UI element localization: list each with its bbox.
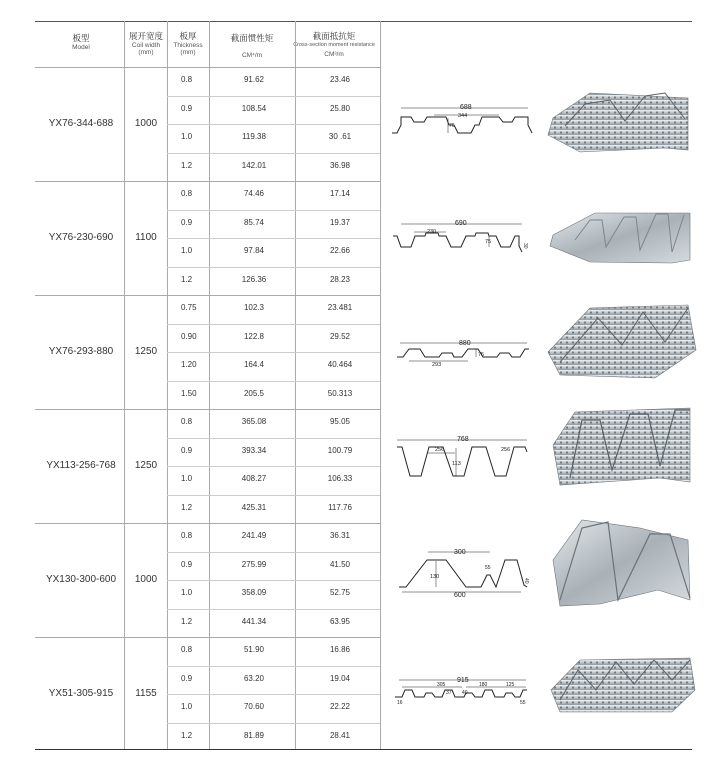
resistance-value: 29.52 xyxy=(329,331,351,341)
dim-125-6: 125 xyxy=(506,682,515,688)
dim-total-4: 768 xyxy=(457,436,469,443)
header-inertia-cn: 截面惯性矩 xyxy=(230,33,274,43)
dim-total-6: 915 xyxy=(457,677,469,684)
resistance-value: 23.46 xyxy=(329,75,351,85)
thickness-value: 0.9 xyxy=(181,103,193,113)
resistance-value: 23.481 xyxy=(327,303,353,313)
header-inertia-unit: CM⁴/m xyxy=(241,51,263,59)
dim-180-6: 180 xyxy=(479,682,488,688)
model-name: YX76-344-688 xyxy=(48,118,114,129)
resistance-value: 25.80 xyxy=(329,103,351,113)
resistance-value: 30 .61 xyxy=(328,132,352,142)
dim-height-4: 113 xyxy=(452,461,461,467)
header-coil-en: Coil width xyxy=(131,41,161,49)
profile-drawing-4 xyxy=(397,436,527,476)
inertia-value: 119.38 xyxy=(242,132,266,142)
header-coil-unit: (mm) xyxy=(138,49,154,57)
resistance-value: 106.33 xyxy=(327,474,353,484)
coil-width-value: 1100 xyxy=(135,232,157,243)
thickness-value: 0.90 xyxy=(181,331,197,341)
resistance-value: 100.79 xyxy=(327,445,353,455)
thickness-value: 0.8 xyxy=(181,531,193,541)
inertia-value: 275.99 xyxy=(241,559,267,569)
resistance-value: 52.75 xyxy=(329,588,351,598)
header-thick-en: Thickness xyxy=(173,41,203,49)
dim-pitch-right-4: 256 xyxy=(501,447,511,453)
thickness-value: 0.8 xyxy=(181,645,193,655)
resistance-value: 19.04 xyxy=(329,673,351,683)
resistance-value: 17.14 xyxy=(329,189,351,199)
inertia-value: 393.34 xyxy=(241,445,267,455)
profile-drawing-1 xyxy=(392,104,532,133)
product-photo-5 xyxy=(553,520,690,606)
header-resist-en: Cross-section moment resistance xyxy=(293,41,375,48)
resistance-value: 117.76 xyxy=(328,502,352,512)
inertia-value: 102.3 xyxy=(243,303,265,313)
dim-total-5: 600 xyxy=(454,592,466,599)
product-photo-6 xyxy=(551,658,695,712)
inertia-value: 126.36 xyxy=(241,274,267,284)
dim-top-5: 300 xyxy=(454,549,466,556)
inertia-value: 441.34 xyxy=(241,616,267,626)
thickness-value: 1.0 xyxy=(181,702,193,712)
dim-left-6: 16 xyxy=(397,700,403,706)
inertia-value: 122.8 xyxy=(243,331,265,341)
dim-rib-5: 55 xyxy=(485,565,491,571)
resistance-value: 19.37 xyxy=(329,217,351,227)
thickness-value: 1.0 xyxy=(181,132,193,142)
thickness-value: 0.9 xyxy=(181,673,193,683)
resistance-value: 41.50 xyxy=(329,559,351,569)
header-model-cn: 板型 xyxy=(72,33,90,43)
thickness-value: 1.50 xyxy=(181,388,197,398)
model-name: YX130-300-600 xyxy=(45,574,117,585)
thickness-value: 0.75 xyxy=(181,303,197,313)
inertia-value: 63.20 xyxy=(243,673,265,683)
header-thick-cn: 板厚 xyxy=(179,31,197,41)
product-photo-3 xyxy=(548,305,696,378)
inertia-value: 70.60 xyxy=(243,702,265,712)
dim-right-6: 55 xyxy=(520,700,526,706)
dim-side-5: 40 xyxy=(523,578,529,584)
profile-drawing-3 xyxy=(397,340,529,368)
header-resist-cn: 截面抵抗矩 xyxy=(312,31,356,41)
thickness-value: 1.0 xyxy=(181,246,193,256)
resistance-value: 28.23 xyxy=(329,274,351,284)
resistance-value: 95.05 xyxy=(329,417,351,427)
resistance-value: 63.95 xyxy=(329,616,351,626)
dim-height-3: 75 xyxy=(478,352,485,358)
coil-width-value: 1000 xyxy=(134,118,158,129)
inertia-value: 81.89 xyxy=(243,730,265,740)
coil-width-value: 1250 xyxy=(134,460,158,471)
product-photo-1 xyxy=(548,93,688,152)
inertia-value: 74.46 xyxy=(243,189,265,199)
thickness-value: 0.9 xyxy=(181,217,193,227)
thickness-value: 1.0 xyxy=(181,588,193,598)
coil-width-value: 1155 xyxy=(135,688,157,699)
model-name: YX76-230-690 xyxy=(48,232,114,243)
resistance-value: 36.98 xyxy=(329,160,351,170)
profile-drawing-5 xyxy=(399,549,529,599)
dim-height-1: 76 xyxy=(449,123,455,129)
profile-drawing-2 xyxy=(393,220,528,252)
dim-height-2: 75 xyxy=(485,239,492,245)
inertia-value: 97.84 xyxy=(243,246,265,256)
product-photo-4 xyxy=(553,408,690,485)
dim-pitch-4: 256 xyxy=(435,447,445,453)
dim-pitch-2: 230 xyxy=(427,229,437,235)
thickness-value: 0.8 xyxy=(181,189,193,199)
thickness-value: 1.2 xyxy=(181,730,193,740)
dim-pitch-1: 344 xyxy=(458,113,468,119)
inertia-value: 142.01 xyxy=(241,160,267,170)
dim-side-2: 30 xyxy=(522,243,528,249)
dim-total-1: 688 xyxy=(460,104,472,111)
thickness-value: 0.8 xyxy=(181,75,193,85)
resistance-value: 22.22 xyxy=(329,702,351,712)
dim-total-2: 690 xyxy=(455,220,467,227)
coil-width-value: 1250 xyxy=(134,346,158,357)
resistance-value: 40.464 xyxy=(327,360,353,370)
thickness-value: 1.2 xyxy=(181,616,193,626)
thickness-value: 0.9 xyxy=(181,445,193,455)
header-coil-cn: 展开宽度 xyxy=(128,31,163,41)
thickness-value: 1.2 xyxy=(181,274,193,284)
thickness-value: 1.20 xyxy=(181,360,197,370)
inertia-value: 85.74 xyxy=(243,217,265,227)
dim-total-3: 880 xyxy=(459,340,471,347)
inertia-value: 164.4 xyxy=(243,360,265,370)
inertia-value: 365.08 xyxy=(241,417,267,427)
thickness-value: 1.2 xyxy=(181,160,193,170)
resistance-value: 22.66 xyxy=(329,246,351,256)
product-photo-2 xyxy=(550,213,690,263)
dim-pitch-3: 293 xyxy=(432,362,442,368)
model-name: YX51-305-915 xyxy=(48,688,114,699)
resistance-value: 28.41 xyxy=(329,730,351,740)
inertia-value: 425.31 xyxy=(241,502,267,512)
inertia-value: 205.5 xyxy=(243,388,265,398)
header-resist-unit: CM³/m xyxy=(324,51,344,59)
thickness-value: 1.2 xyxy=(181,502,193,512)
dim-37-6: 37 xyxy=(446,690,452,696)
resistance-value: 36.31 xyxy=(329,531,351,541)
thickness-value: 0.8 xyxy=(181,417,193,427)
inertia-value: 51.90 xyxy=(243,645,265,655)
coil-width-value: 1000 xyxy=(134,574,158,585)
inertia-value: 241.49 xyxy=(241,531,267,541)
dim-pitch-6: 305 xyxy=(437,682,446,688)
inertia-value: 358.09 xyxy=(241,588,267,598)
resistance-value: 50.313 xyxy=(327,388,353,398)
dim-height-5: 130 xyxy=(430,574,440,580)
thickness-value: 1.0 xyxy=(181,474,193,484)
inertia-value: 108.54 xyxy=(241,103,267,113)
header-model-en: Model xyxy=(72,43,90,51)
header-thick-unit: (mm) xyxy=(180,49,196,57)
model-name: YX76-293-880 xyxy=(48,346,114,357)
thickness-value: 0.9 xyxy=(181,559,193,569)
dim-40-6: 40 xyxy=(462,690,468,696)
model-name: YX113-256-768 xyxy=(46,460,116,471)
inertia-value: 91.62 xyxy=(243,75,265,85)
profile-drawing-6 xyxy=(395,677,527,706)
resistance-value: 16.86 xyxy=(329,645,351,655)
inertia-value: 408.27 xyxy=(241,474,267,484)
